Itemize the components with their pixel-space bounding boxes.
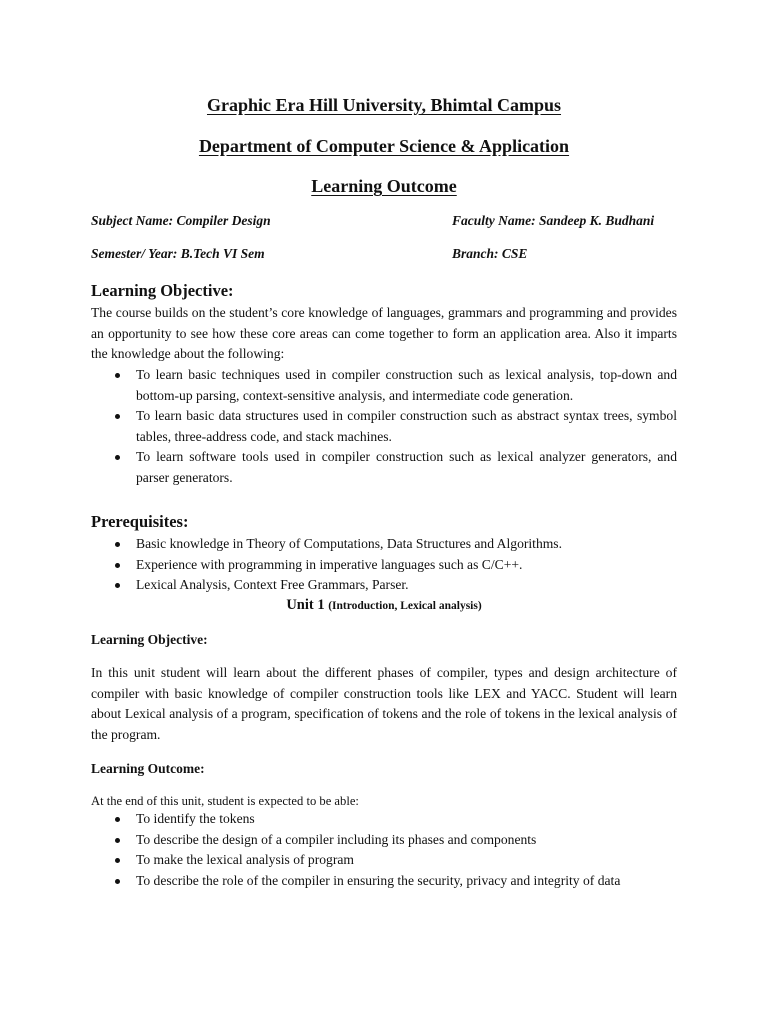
- course-objective-intro: The course builds on the student’s core knowledge of languages, grammars and programming and provides an opportunity to see how these core areas can come together to form an application area. Also it imparts the knowledge about the following:: [91, 305, 677, 361]
- prerequisites-title: Prerequisites:: [91, 512, 189, 531]
- list-item: To learn basic data structures used in compiler construction such as abstract syntax trees, symbol tables, three-address code, and stack machines.: [91, 406, 677, 447]
- prerequisites-list: [91, 534, 677, 596]
- list-item: To learn basic techniques used in compiler construction such as lexical analysis, top-down and bottom-up parsing, context-sensitive analysis, and intermediate code generation.: [91, 365, 677, 406]
- bullet-icon: [115, 455, 120, 460]
- faculty-name: Faculty Name: Sandeep K. Budhani: [452, 213, 655, 228]
- unit1-outcome-title: Learning Outcome:: [91, 761, 205, 776]
- course-objective-list: [91, 365, 677, 488]
- bullet-icon: [115, 563, 120, 568]
- subject-name: Subject Name: Compiler Design: [91, 213, 271, 228]
- unit1-objective-text: In this unit student will learn about the different phases of compiler, types and design architecture of compiler with basic knowledge of compiler construction tools like LEX and YACC. Student will learn about Lexical analysis of a program, specification of tokens and the role of tokens in the lexical analysis of the program.: [91, 665, 677, 742]
- unit1-objective-title: Learning Objective:: [91, 632, 208, 647]
- department-title: Department of Computer Science & Application: [198, 136, 570, 156]
- unit1-outcome-list: [91, 809, 677, 891]
- list-item: Basic knowledge in Theory of Computations, Data Structures and Algorithms.: [91, 534, 677, 555]
- bullet-icon: [115, 542, 120, 547]
- unit1-heading: [0, 597, 768, 614]
- unit1-title: Unit 1: [286, 597, 325, 613]
- bullet-icon: [115, 838, 120, 843]
- bullet-icon: [115, 583, 120, 588]
- document-title: Learning Outcome: [311, 176, 457, 196]
- list-item: To identify the tokens: [91, 809, 677, 830]
- bullet-icon: [115, 858, 120, 863]
- bullet-icon: [115, 373, 120, 378]
- list-item: To describe the role of the compiler in ensuring the security, privacy and integrity of data: [91, 871, 677, 892]
- list-item: To learn software tools used in compiler construction such as lexical analyzer generators, and parser generators.: [91, 447, 677, 488]
- bullet-icon: [115, 414, 120, 419]
- list-item: To describe the design of a compiler including its phases and components: [91, 830, 677, 851]
- list-item: Experience with programming in imperative languages such as C/C++.: [91, 555, 677, 576]
- course-objective-title: Learning Objective:: [91, 281, 234, 300]
- bullet-icon: [115, 817, 120, 822]
- branch: Branch: CSE: [452, 246, 528, 261]
- university-title: Graphic Era Hill University, Bhimtal Campus: [206, 95, 562, 115]
- bullet-icon: [115, 879, 120, 884]
- semester-year: Semester/ Year: B.Tech VI Sem: [91, 246, 265, 261]
- list-item: To make the lexical analysis of program: [91, 850, 677, 871]
- unit1-outcome-intro: At the end of this unit, student is expected to be able:: [91, 794, 359, 808]
- list-item: Lexical Analysis, Context Free Grammars, Parser.: [91, 575, 677, 596]
- unit1-subtitle: (Introduction, Lexical analysis): [328, 600, 482, 612]
